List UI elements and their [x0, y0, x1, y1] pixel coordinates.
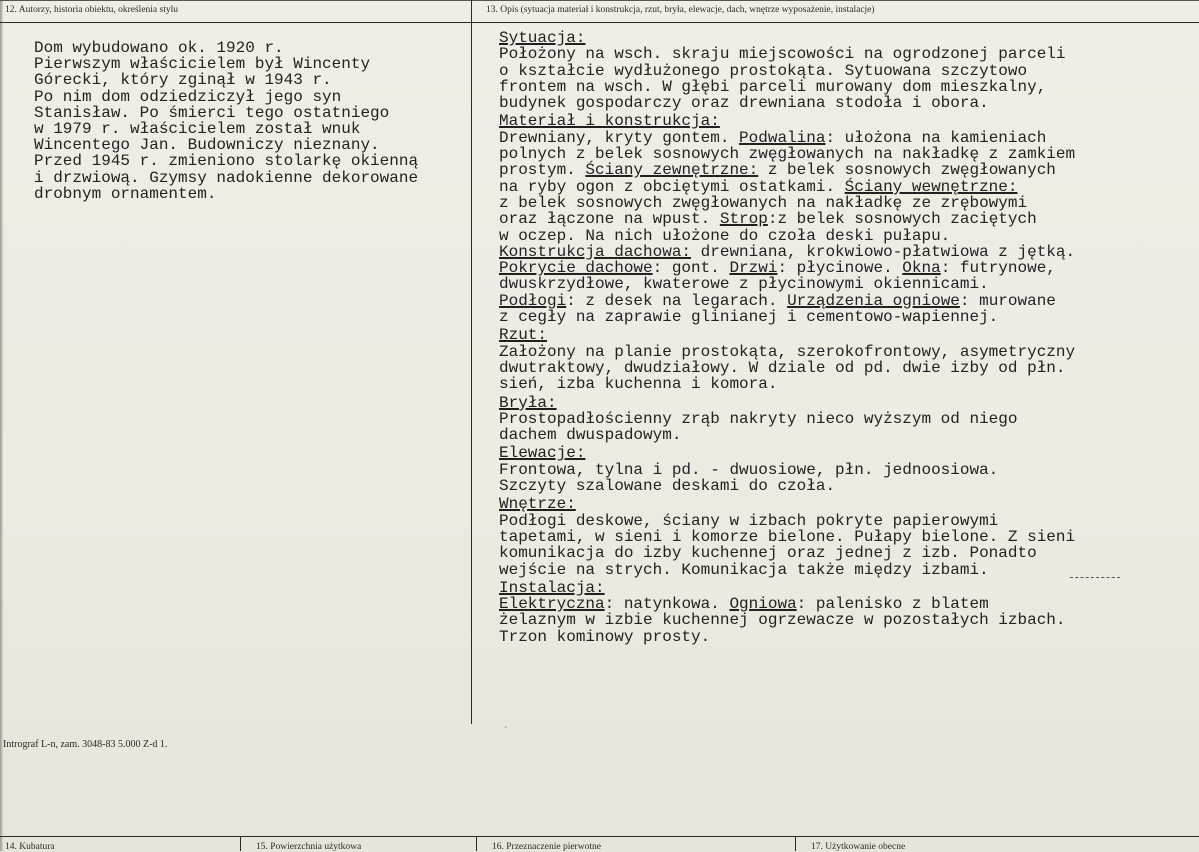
underlined-term: Urządzenia ogniowe — [787, 291, 960, 310]
section-paragraph — [499, 596, 1179, 645]
history-text: Dom wybudowano ok. 1920 r. Pierwszym właścicielem był Wincenty Górecki, który zginął w 1943 r. Po nim dom odziedziczył jego syn Stanisław. Po śmierci tego ostatniego w 1979 r. właścicielem został wnuk Wincentego Jan. Budowniczy nieznany. Przed 1945 r. zmieniono stolarkę okienną i drzwiową. Gzymsy nadokienne dekorowane drobnym ornamentem. — [34, 39, 419, 203]
header-rule — [0, 22, 1199, 23]
field-12-label: 12. Autorzy, historia obiektu, określenia stylu — [5, 5, 178, 15]
text-run: : palenisko z blatem żelaznym w izbie kuchennej ogrzewacze w pozostałych izbach. Trzon kominowy prosty. — [499, 595, 1066, 646]
text-run: z belek sosnowych zwęgłowanych na ryby ogon z obciętymi ostatkami. — [499, 161, 1056, 196]
underlined-term: Elektryczna — [499, 595, 605, 614]
section-heading: Rzut: — [499, 326, 548, 345]
bottom-divider-1 — [240, 836, 241, 851]
field-15-label: 15. Powierzchnia użytkowa — [256, 842, 362, 852]
bottom-divider-3 — [795, 836, 796, 851]
section-paragraph — [499, 513, 1179, 578]
underlined-term: Ściany zewnętrzne: — [585, 161, 759, 180]
field-16-label: 16. Przeznaczenie pierwotne — [492, 842, 601, 852]
text-run: Założony na planie prostokąta, szerokofrontowy, asymetryczny dwutraktowy, dwudziałowy. W dziale od pd. dwie izby od płn. sień, izba kuchenna i komora. — [499, 342, 1076, 394]
section-heading: Elewacje: — [499, 444, 586, 463]
underlined-term: Okna — [902, 259, 941, 278]
text-run: : murowane z cegły na zaprawie glinianej i cementowo-wapiennej. — [499, 291, 1056, 327]
top-rule — [0, 0, 1199, 1]
text-run: : z desek na legarach. — [566, 291, 788, 310]
text-run: :z belek sosnowych zaciętych w oczep. Na nich ułożone do czoła deski pułapu. — [499, 210, 1037, 245]
underlined-term: Ściany wewnętrzne: — [844, 177, 1018, 196]
text-run: drewniana, krokwiowo-płatwiowa z jętką. — [700, 242, 1076, 261]
section-paragraph — [499, 462, 1179, 495]
underlined-term: Ogniowa — [729, 595, 797, 614]
section-heading: Wnętrze: — [499, 495, 576, 514]
underlined-term: Pokrycie dachowe — [499, 259, 653, 278]
underlined-term: Podwalina — [739, 128, 826, 147]
bottom-divider-2 — [476, 836, 477, 851]
text-run: Położony na wsch. skraju miejscowości na ogrodzonej parceli o kształcie wydłużonego prostokąta. Sytuowana szczytowo frontem na wsch. W głębi parceli murowany dom mieszkalny, budynek gospodarczy oraz drewniana stodoła i obora. — [499, 45, 1066, 113]
column-divider — [471, 0, 472, 724]
text-run: Prostopadłościenny zrąb nakryty nieco wyższym od niego dachem dwuspadowym. — [499, 409, 1018, 445]
field-14-label: 14. Kubatura — [5, 842, 55, 852]
section-paragraph — [499, 130, 1179, 326]
section-paragraph — [499, 344, 1179, 393]
text-run: : gont. — [652, 259, 730, 278]
section-paragraph — [499, 411, 1179, 444]
underlined-term: Konstrukcja dachowa: — [499, 242, 692, 261]
bottom-rule — [0, 836, 1199, 837]
underlined-term: Podłogi — [499, 291, 567, 310]
stray-speck: · — [503, 723, 509, 733]
text-run: : futrynowe, dwuskrzydłowe, kwaterowe z płycinowymi okiennicami. — [499, 259, 1056, 294]
underlined-term: Strop — [719, 210, 768, 229]
text-run: Podłogi deskowe, ściany w izbach pokryte papierowymi tapetami, w sieni i komorze bielone. Pułapy bielone. Z sieni komunikacja do izby kuchennej oraz jednej z izb. Ponadto wejście na strych. Komunikacja także między izbami. — [499, 511, 1076, 579]
section-heading: Materiał i konstrukcja: — [499, 112, 720, 131]
field-13-label: 13. Opis (sytuacja materiał i konstrukcja, rzut, bryła, elewacje, dach, wnętrze wyposażenie, instalacje) — [486, 5, 875, 15]
section-heading: Instalacja: — [499, 578, 605, 597]
section-heading: Sytuacja: — [499, 29, 586, 47]
text-run: : ułożona na kamieniach polnych z belek sosnowych zwęgłowanych na nakładkę z zamkiem prostym. — [499, 128, 1076, 180]
text-run: : płycinowe. — [777, 259, 903, 278]
text-run: : natynkowa. — [604, 595, 730, 614]
section-heading: Bryła: — [499, 393, 557, 412]
text-run: Drewniany, kryty gontem. — [499, 128, 740, 147]
text-run: z belek sosnowych zwęgłowanych na nakładkę ze zrębowymi oraz łączone na wpust. — [499, 193, 1028, 229]
printer-imprint: Intrograf L-n, zam. 3048-83 5.000 Z-d 1. — [3, 739, 168, 750]
description-column — [499, 30, 1179, 647]
text-run: Frontowa, tylna i pd. - dwuosiowe, płn. jednoosiowa. Szczyty szalowane deskami do czoła. — [499, 460, 999, 496]
scan-edge — [0, 0, 3, 851]
field-17-label: 17. Użytkowanie obecne — [811, 842, 906, 852]
stray-dash-mark — [1070, 577, 1120, 578]
underlined-term: Drzwi — [729, 259, 778, 278]
section-paragraph — [499, 46, 1179, 111]
